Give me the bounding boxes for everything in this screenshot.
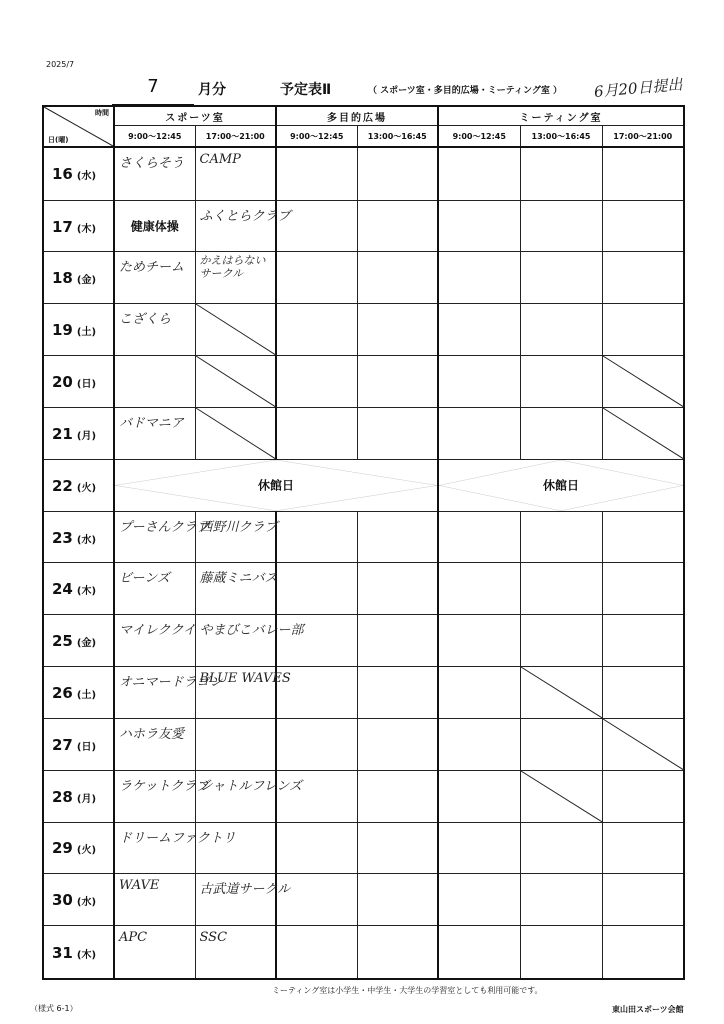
slot-cell-plaza-pm[interactable]: [357, 667, 438, 719]
year-month-label: 2025/7: [46, 60, 75, 69]
slot-cell-meet-am[interactable]: [438, 304, 520, 356]
footer-note: ミーティング室は小学生・中学生・大学生の学習室としても利用可能です。: [272, 986, 543, 995]
slot-cell-meet-am[interactable]: [438, 822, 520, 874]
day-of-week: (火): [76, 482, 97, 494]
slot-cell-plaza-am[interactable]: [276, 718, 357, 770]
slot-cell-meet-mid[interactable]: [520, 147, 602, 200]
slot-cell-sport-am[interactable]: [114, 304, 195, 356]
day-of-week: (木): [76, 223, 97, 235]
slot-cell-plaza-pm[interactable]: [357, 615, 438, 667]
organization-name: 東山田スポーツ会館: [612, 1005, 684, 1014]
group-header-row: [43, 106, 684, 126]
slot-cell-sport-am[interactable]: [114, 770, 210, 822]
corner-time-label: 時間: [95, 109, 109, 117]
day-row: [43, 926, 684, 979]
slot-cell-sport-am[interactable]: [114, 356, 195, 408]
slot-cell-sport-am[interactable]: [114, 822, 236, 874]
slot-sports-am: 9:00～12:45: [114, 126, 195, 148]
handwritten-submit-note: 6月20日提出: [593, 75, 684, 101]
slot-cell-meet-am[interactable]: [438, 252, 520, 304]
slot-cell-meet-mid[interactable]: [520, 563, 602, 615]
slot-cell-meet-mid[interactable]: [520, 667, 602, 719]
day-number: 27: [52, 735, 73, 754]
slot-cell-plaza-pm[interactable]: [357, 407, 438, 459]
slot-cell-meet-pm[interactable]: [602, 304, 684, 356]
slot-cell-meet-am[interactable]: [438, 926, 520, 979]
slot-cell-sport-am[interactable]: [114, 926, 195, 979]
group-sports-room: スポーツ室: [114, 106, 276, 126]
strike-through-line: [196, 304, 276, 355]
slot-cell-meet-mid[interactable]: [520, 615, 602, 667]
booking-entry: ビーンズ: [119, 571, 170, 587]
day-number: 19: [52, 321, 73, 340]
slot-cell-meet-mid[interactable]: [520, 407, 602, 459]
day-of-week: (木): [76, 949, 97, 961]
slot-cell-plaza-pm[interactable]: [357, 926, 438, 979]
slot-cell-plaza-pm[interactable]: [357, 147, 438, 200]
booking-entry: ラケットクラブ: [119, 778, 210, 794]
slot-cell-meet-mid[interactable]: [520, 252, 602, 304]
day-of-week: (金): [76, 275, 97, 287]
day-number: 31: [52, 943, 73, 962]
strike-through-line: [196, 408, 276, 459]
day-row: [43, 770, 684, 822]
slot-cell-meet-am[interactable]: [438, 667, 520, 719]
slot-cell-plaza-am[interactable]: [276, 563, 357, 615]
day-row: [43, 667, 684, 719]
booking-entry: ためチーム: [119, 260, 185, 276]
slot-cell-sport-pm[interactable]: [195, 356, 276, 408]
slot-cell-sport-pm[interactable]: [195, 667, 291, 719]
page-subtitle: （ スポーツ室・多目的広場・ミーティング室 ）: [368, 86, 563, 96]
slot-cell-sport-pm[interactable]: [195, 304, 276, 356]
day-row: [43, 407, 684, 459]
day-cell: [43, 926, 114, 979]
day-of-week: (日): [76, 741, 97, 753]
slot-cell-meet-am[interactable]: [438, 718, 520, 770]
slot-meeting-am: 9:00～12:45: [438, 126, 520, 148]
day-of-week: (月): [76, 430, 97, 442]
slot-cell-sport-pm[interactable]: [195, 563, 276, 615]
strike-through-line: [603, 408, 684, 459]
slot-cell-plaza-pm[interactable]: [357, 822, 438, 874]
day-cell: [43, 407, 114, 459]
slot-cell-plaza-am[interactable]: [276, 356, 357, 408]
slot-cell-meet-am[interactable]: [438, 874, 520, 926]
booking-entry: ハホラ友愛: [119, 726, 185, 742]
slot-cell-meet-am[interactable]: [438, 407, 520, 459]
booking-entry: ふくとらクラブ: [199, 208, 291, 224]
corner-cell: [43, 106, 114, 147]
slot-cell-sport-pm[interactable]: [195, 770, 303, 822]
day-cell: [43, 822, 114, 874]
day-cell: [43, 770, 114, 822]
closed-day-label: 休館日: [537, 477, 585, 494]
day-cell: [43, 252, 114, 304]
day-row: [43, 511, 684, 563]
closed-day-cell-meeting: [438, 459, 684, 511]
slot-cell-plaza-pm[interactable]: [357, 718, 438, 770]
slot-plaza-pm: 13:00～16:45: [357, 126, 438, 148]
slot-meeting-mid: 13:00～16:45: [520, 126, 602, 148]
slot-cell-plaza-am[interactable]: [276, 770, 357, 822]
slot-cell-sport-pm[interactable]: [195, 874, 291, 926]
day-of-week: (土): [76, 689, 97, 701]
day-row: [43, 356, 684, 408]
day-cell: [43, 459, 114, 511]
slot-cell-meet-mid[interactable]: [520, 304, 602, 356]
slot-cell-plaza-pm[interactable]: [357, 770, 438, 822]
booking-entry: 藤蔵ミニバス: [199, 571, 278, 587]
day-row: [43, 459, 684, 511]
slot-cell-sport-pm[interactable]: [195, 718, 276, 770]
group-meeting-room: ミーティング室: [438, 106, 684, 126]
booking-entry: WAVE: [119, 878, 160, 894]
slot-cell-meet-pm[interactable]: [602, 511, 684, 563]
day-number: 23: [52, 528, 73, 547]
day-row: [43, 252, 684, 304]
month-unit-label: 月分: [198, 82, 226, 98]
day-cell: [43, 667, 114, 719]
slot-cell-plaza-am[interactable]: [276, 874, 357, 926]
day-number: 28: [52, 787, 73, 806]
slot-cell-meet-pm[interactable]: [602, 926, 684, 979]
slot-cell-plaza-am[interactable]: [276, 615, 357, 667]
day-cell: [43, 874, 114, 926]
slot-cell-sport-pm[interactable]: [195, 252, 276, 304]
day-of-week: (木): [76, 586, 97, 598]
booking-entry: 健康体操: [130, 219, 179, 234]
slot-cell-meet-am[interactable]: [438, 356, 520, 408]
slot-cell-meet-am[interactable]: [438, 563, 520, 615]
day-number: 29: [52, 839, 73, 858]
day-of-week: (火): [76, 845, 97, 857]
slot-cell-meet-am[interactable]: [438, 147, 520, 200]
slot-header-row: [43, 126, 684, 148]
slot-cell-meet-pm[interactable]: [602, 356, 684, 408]
slot-cell-sport-pm[interactable]: [195, 407, 276, 459]
slot-cell-sport-am[interactable]: [114, 563, 195, 615]
day-row: [43, 563, 684, 615]
slot-cell-plaza-am[interactable]: [276, 252, 357, 304]
day-number: 21: [52, 424, 73, 443]
slot-cell-sport-am[interactable]: [114, 718, 195, 770]
day-row: [43, 874, 684, 926]
slot-cell-sport-am[interactable]: [114, 874, 195, 926]
slot-sports-pm: 17:00～21:00: [195, 126, 276, 148]
day-of-week: (土): [76, 327, 97, 339]
day-row: [43, 147, 684, 200]
day-row: [43, 822, 684, 874]
schedule-table: [42, 105, 685, 980]
slot-cell-sport-am[interactable]: [114, 407, 195, 459]
slot-cell-meet-pm[interactable]: [602, 718, 684, 770]
booking-entry: さくらそう: [119, 156, 185, 171]
strike-through-line: [196, 356, 276, 407]
slot-cell-meet-mid[interactable]: [520, 718, 602, 770]
month-number: 7: [147, 76, 159, 97]
slot-cell-sport-pm[interactable]: [195, 200, 291, 252]
slot-cell-sport-am[interactable]: [114, 200, 195, 252]
booking-entry: CAMP: [199, 152, 241, 167]
day-row: [43, 200, 684, 252]
booking-entry: 西野川クラブ: [199, 519, 278, 535]
slot-cell-sport-pm[interactable]: [195, 511, 276, 563]
slot-cell-meet-pm[interactable]: [602, 770, 684, 822]
slot-cell-plaza-am[interactable]: [276, 200, 357, 252]
slot-cell-meet-mid[interactable]: [520, 356, 602, 408]
slot-cell-meet-pm[interactable]: [602, 252, 684, 304]
day-of-week: (水): [76, 171, 97, 183]
slot-plaza-am: 9:00～12:45: [276, 126, 357, 148]
booking-entry: やまびこバレー部: [199, 623, 304, 639]
slot-cell-sport-am[interactable]: [114, 147, 195, 200]
slot-cell-plaza-pm[interactable]: [357, 252, 438, 304]
booking-entry: シャトルフレンズ: [199, 778, 303, 794]
slot-cell-plaza-am[interactable]: [276, 667, 357, 719]
slot-cell-meet-am[interactable]: [438, 615, 520, 667]
slot-cell-sport-am[interactable]: [114, 615, 195, 667]
slot-cell-plaza-pm[interactable]: [357, 356, 438, 408]
day-number: 24: [52, 580, 73, 599]
slot-cell-meet-pm[interactable]: [602, 615, 684, 667]
slot-cell-meet-mid[interactable]: [520, 770, 602, 822]
booking-entry: プーさんクラブ: [119, 519, 210, 535]
slot-cell-sport-pm[interactable]: [195, 147, 276, 200]
slot-cell-sport-am[interactable]: [114, 252, 195, 304]
booking-entry: SSC: [199, 930, 228, 946]
day-number: 22: [52, 476, 73, 495]
slot-cell-meet-pm[interactable]: [602, 200, 684, 252]
day-cell: [43, 511, 114, 563]
day-number: 16: [52, 165, 73, 184]
day-cell: [43, 563, 114, 615]
slot-cell-meet-am[interactable]: [438, 770, 520, 822]
slot-cell-meet-pm[interactable]: [602, 563, 684, 615]
booking-entry: APC: [119, 930, 148, 946]
day-cell: [43, 718, 114, 770]
day-cell: [43, 200, 114, 252]
slot-cell-meet-pm[interactable]: [602, 822, 684, 874]
strike-through-line: [521, 667, 602, 718]
group-multipurpose-plaza: 多目的広場: [276, 106, 438, 126]
slot-cell-meet-mid[interactable]: [520, 874, 602, 926]
slot-cell-plaza-am[interactable]: [276, 822, 357, 874]
day-number: 26: [52, 683, 73, 702]
day-of-week: (水): [76, 897, 97, 909]
day-number: 18: [52, 269, 73, 288]
slot-cell-meet-am[interactable]: [438, 200, 520, 252]
slot-cell-plaza-am[interactable]: [276, 511, 357, 563]
strike-through-line: [603, 719, 684, 770]
slot-cell-meet-mid[interactable]: [520, 926, 602, 979]
slot-cell-plaza-am[interactable]: [276, 926, 357, 979]
booking-entry: こざくら: [119, 312, 172, 328]
slot-cell-plaza-am[interactable]: [276, 147, 357, 200]
slot-cell-sport-pm[interactable]: [195, 615, 304, 667]
day-number: 25: [52, 632, 73, 651]
booking-entry: バドマニア: [119, 415, 184, 431]
slot-meeting-pm: 17:00～21:00: [602, 126, 684, 148]
corner-day-label: 日(曜): [48, 136, 69, 144]
slot-cell-meet-pm[interactable]: [602, 874, 684, 926]
booking-entry: かえはらない サークル: [199, 254, 266, 281]
closed-day-label: 休館日: [252, 477, 300, 494]
day-cell: [43, 615, 114, 667]
slot-cell-meet-pm[interactable]: [602, 407, 684, 459]
day-number: 17: [52, 217, 73, 236]
slot-cell-plaza-am[interactable]: [276, 407, 357, 459]
slot-cell-meet-mid[interactable]: [520, 822, 602, 874]
slot-cell-meet-am[interactable]: [438, 511, 520, 563]
day-number: 30: [52, 891, 73, 910]
day-cell: [43, 147, 114, 200]
slot-cell-sport-pm[interactable]: [195, 926, 276, 979]
booking-entry: BLUE WAVES: [199, 671, 291, 687]
strike-through-line: [603, 356, 684, 407]
day-of-week: (水): [76, 534, 97, 546]
slot-cell-plaza-pm[interactable]: [357, 304, 438, 356]
slot-cell-plaza-pm[interactable]: [357, 874, 438, 926]
slot-cell-plaza-pm[interactable]: [357, 200, 438, 252]
day-of-week: (月): [76, 793, 97, 805]
booking-entry: ドリームファクトリ: [119, 830, 236, 846]
slot-cell-plaza-pm[interactable]: [357, 563, 438, 615]
strike-through-line: [521, 771, 602, 822]
booking-entry: マイレククイ: [119, 623, 196, 639]
day-row: [43, 718, 684, 770]
slot-cell-sport-am[interactable]: [114, 511, 210, 563]
page-title: 予定表Ⅱ: [280, 82, 332, 98]
day-of-week: (金): [76, 638, 97, 650]
closed-day-cell-sports-plaza: [114, 459, 438, 511]
slot-cell-sport-am[interactable]: [114, 667, 223, 719]
slot-cell-plaza-pm[interactable]: [357, 511, 438, 563]
slot-cell-meet-pm[interactable]: [602, 667, 684, 719]
day-row: [43, 615, 684, 667]
booking-entry: 古武道サークル: [199, 882, 291, 898]
slot-cell-meet-pm[interactable]: [602, 147, 684, 200]
booking-entry: オニマードラゴン: [119, 675, 223, 691]
slot-cell-meet-mid[interactable]: [520, 200, 602, 252]
slot-cell-meet-mid[interactable]: [520, 511, 602, 563]
day-number: 20: [52, 373, 73, 392]
day-row: [43, 304, 684, 356]
day-cell: [43, 304, 114, 356]
slot-cell-sport-pm[interactable]: [195, 822, 276, 874]
day-of-week: (日): [76, 379, 97, 391]
slot-cell-plaza-am[interactable]: [276, 304, 357, 356]
day-cell: [43, 356, 114, 408]
form-id: （様式 6-1）: [30, 1004, 78, 1013]
